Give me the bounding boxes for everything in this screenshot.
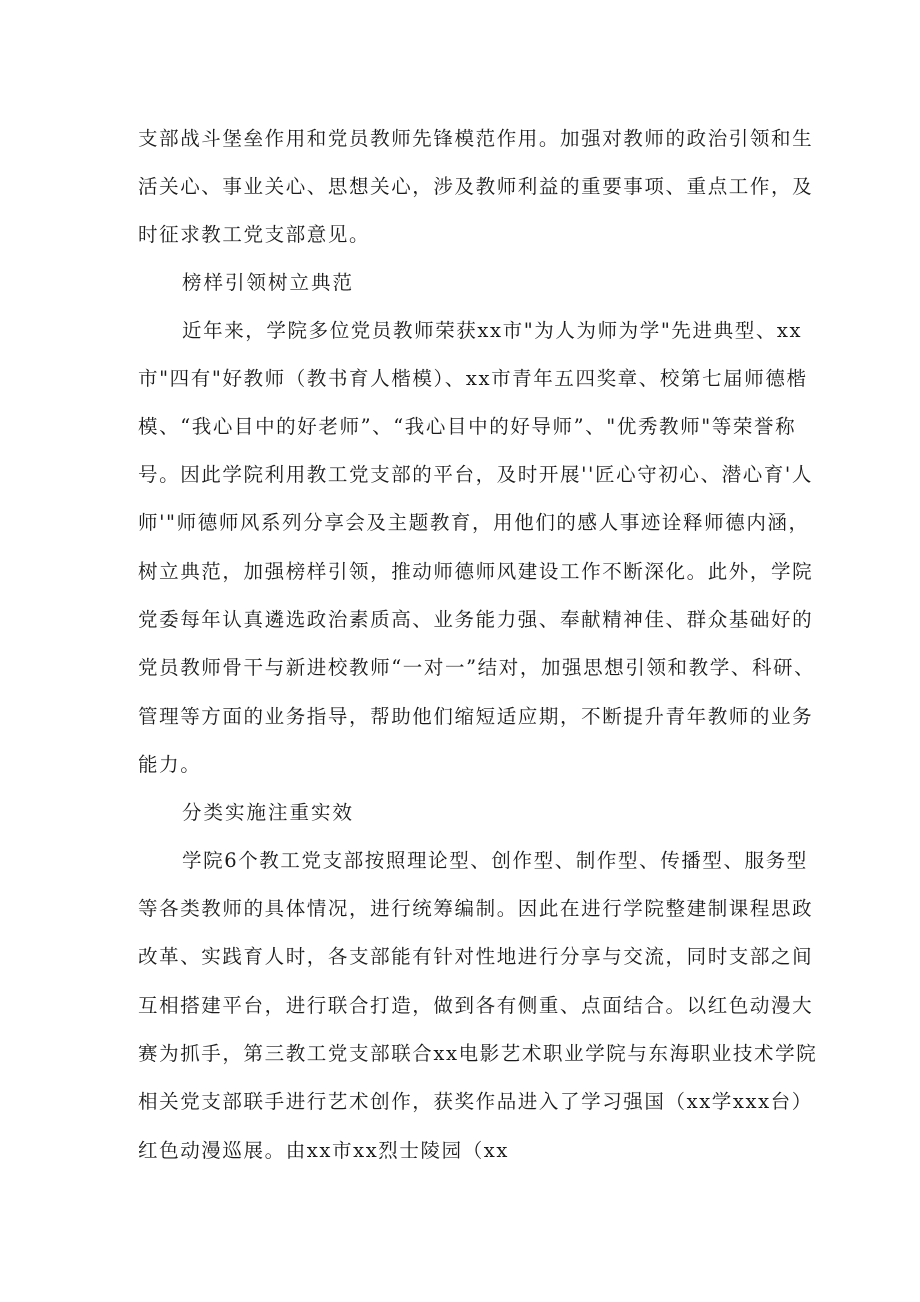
paragraph-line: 树立典范，加强榜样引领，推动师德师风建设工作不断深化。此外，学院: [138, 560, 814, 583]
paragraph-line: 号。因此学院利用教工党支部的平台，及时开展''匠心守初心、潜心育'人: [138, 463, 813, 486]
paragraph-line: 相关党支部联手进行艺术创作，获奖作品进入了学习强国（xx学xxx台）: [138, 1090, 813, 1113]
paragraph-line: 近年来，学院多位党员教师荣获xx市"为人为师为学"先进典型、xx: [182, 319, 803, 342]
paragraph-line: 改革、实践育人时，各支部能有针对性地进行分享与交流，同时支部之间: [138, 945, 814, 968]
paragraph-line: 支部战斗堡垒作用和党员教师先锋模范作用。加强对教师的政治引领和生: [138, 127, 814, 150]
paragraph-line: 红色动漫巡展。由xx市xx烈士陵园（xx: [138, 1139, 509, 1162]
paragraph-line: 师'"师德师风系列分享会及主题教育，用他们的感人事迹诠释师德内涵，: [138, 511, 810, 534]
paragraph-line: 能力。: [138, 753, 202, 776]
paragraph-line: 党员教师骨干与新进校教师“一对一”结对，加强思想引领和教学、科研、: [138, 656, 816, 679]
paragraph-line: 学院6个教工党支部按照理论型、创作型、制作型、传播型、服务型: [182, 849, 808, 872]
paragraph-line: 模、“我心目中的好老师”、“我心目中的好导师”、"优秀教师"等荣誉称: [138, 415, 797, 438]
paragraph-line: 时征求教工党支部意见。: [138, 223, 371, 246]
paragraph-line: 党委每年认真遴选政治素质高、业务能力强、奉献精神佳、群众基础好的: [138, 608, 814, 631]
paragraph-line: 赛为抓手，第三教工党支部联合xx电影艺术职业学院与东海职业技术学院: [138, 1042, 818, 1065]
paragraph-line: 管理等方面的业务指导，帮助他们缩短适应期，不断提升青年教师的业务: [138, 705, 814, 728]
section-heading: 分类实施注重实效: [182, 801, 355, 824]
paragraph-line: 等各类教师的具体情况，进行统筹编制。因此在进行学院整建制课程思政: [138, 897, 814, 920]
section-heading: 榜样引领树立典范: [182, 271, 355, 294]
paragraph-line: 市"四有"好教师（教书育人楷模）、xx市青年五四奖章、校第七届师德楷: [138, 367, 808, 390]
paragraph-line: 互相搭建平台，进行联合打造，做到各有侧重、点面结合。以红色动漫大: [138, 994, 814, 1017]
paragraph-line: 活关心、事业关心、思想关心，涉及教师利益的重要事项、重点工作，及: [138, 175, 814, 198]
